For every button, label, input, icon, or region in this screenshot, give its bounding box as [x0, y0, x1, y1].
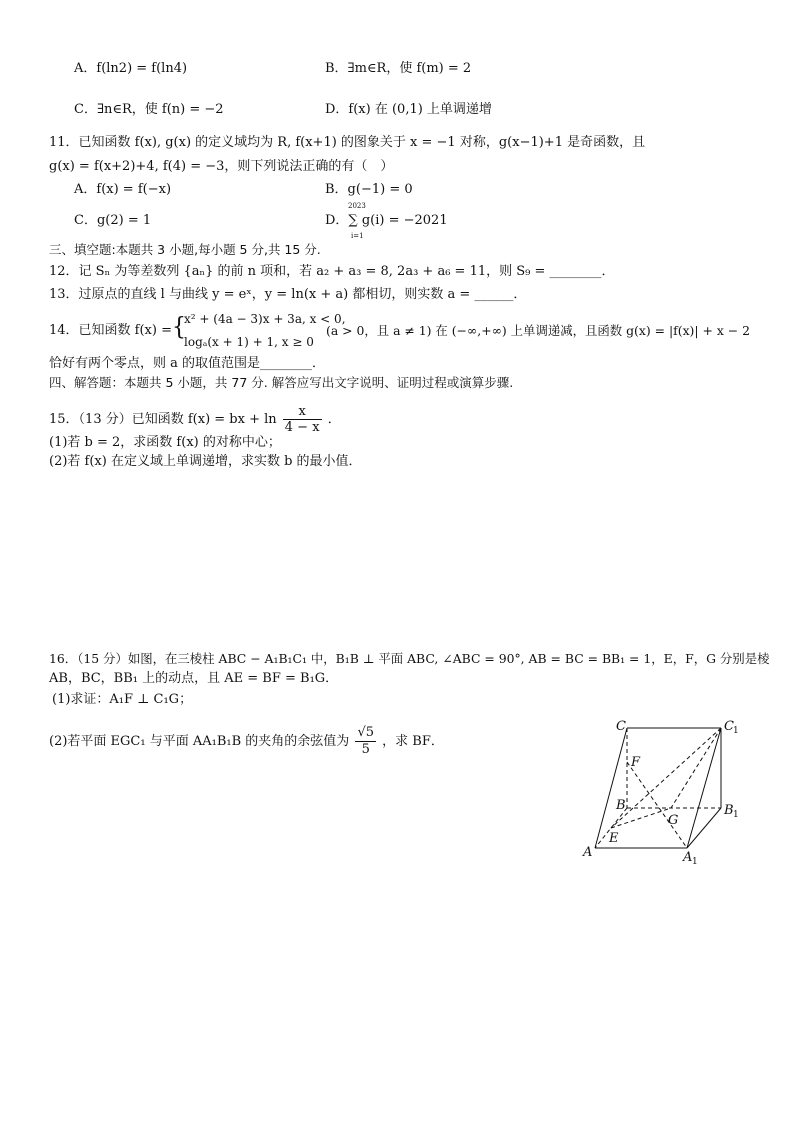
q16-stem-line2: AB，BC，BB₁ 上的动点，且 AE = BF = B₁G． [49, 671, 339, 686]
prism-figure [575, 712, 755, 872]
label-g: G [668, 813, 679, 828]
q15-fraction-numerator: x [283, 404, 322, 420]
label-c1: C [724, 719, 734, 734]
q15-part2: (2)若 f(x) 在定义域上单调递增，求实数 b 的最小值． [49, 454, 362, 469]
label-f: F [631, 755, 641, 770]
label-a1: A [683, 850, 693, 865]
q14-case2: logₐ(x + 1) + 1, x ≥ 0 [184, 335, 314, 349]
edge-a1-b1 [687, 808, 721, 848]
label-a: A [583, 845, 593, 860]
q15-suffix: ． [327, 412, 341, 427]
q15-prefix: 15．（13 分）已知函数 f(x) = bx + ln [49, 412, 277, 427]
q16-part1: (1)求证：A₁F ⊥ C₁G； [52, 692, 193, 707]
q13-text: 13．过原点的直线 l 与曲线 y = eˣ，y = ln(x + a) 都相切，则实数 a = ______． [49, 287, 527, 302]
q16-fraction [355, 725, 376, 758]
edge-c-a [595, 728, 627, 848]
q15-part1: (1)若 b = 2，求函数 f(x) 的对称中心； [49, 435, 281, 450]
q16-fraction-numerator: √5 [357, 725, 374, 740]
q14-line2: 恰好有两个零点，则 a 的取值范围是________． [49, 356, 326, 371]
q14-prefix: 14．已知函数 f(x) = [49, 323, 172, 338]
edge-c1-a1 [687, 728, 721, 848]
q14-suffix: (a > 0，且 a ≠ 1) 在 (−∞,+∞) 上单调递减，且函数 g(x) = |f(x)| + x − 2 [326, 323, 750, 338]
q11-option-a: A．f(x) = f(−x) [74, 182, 172, 197]
q11-option-c: C．g(2) = 1 [74, 213, 152, 228]
q16-fraction-denominator: 5 [361, 742, 370, 757]
sum-lower-limit: i=1 [351, 232, 364, 240]
piecewise-brace: { [172, 313, 186, 342]
q11-stem-line1: 11．已知函数 f(x), g(x) 的定义域均为 R, f(x+1) 的图象关于 x = −1 对称，g(x−1)+1 是奇函数，且 [49, 135, 646, 150]
q11-option-d-text: D．∑ g(i) = −2021 [325, 213, 448, 228]
q16-part2-suffix: ，求 BF． [382, 734, 444, 749]
q11-option-d [325, 212, 448, 230]
q10-option-b: B．∃m∈R，使 f(m) = 2 [325, 61, 472, 76]
q15-fraction-denominator: 4 − x [284, 420, 320, 435]
label-c: C [616, 719, 626, 734]
q16-part2 [49, 725, 444, 758]
q11-option-b: B．g(−1) = 0 [325, 182, 413, 197]
section-fill-in-heading: 三、填空题:本题共 3 小题,每小题 5 分,共 15 分. [49, 242, 321, 257]
label-e: E [609, 831, 619, 846]
sum-upper-limit: 2023 [348, 202, 366, 210]
q15-stem [49, 404, 341, 435]
section-solution-heading: 四、解答题：本题共 5 小题，共 77 分. 解答应写出文字说明、证明过程或演算步骤. [49, 375, 514, 390]
label-a1-sub: 1 [692, 857, 698, 867]
q15-fraction [283, 404, 322, 435]
q10-option-d: D．f(x) 在 (0,1) 上单调递增 [325, 102, 492, 117]
q11-stem-line2: g(x) = f(x+2)+4, f(4) = −3，则下列说法正确的有（ ） [49, 159, 394, 174]
label-b1-sub: 1 [733, 810, 739, 820]
q14-case1: x² + (4a − 3)x + 3a, x < 0, [184, 312, 346, 326]
label-c1-sub: 1 [733, 726, 739, 736]
q12-text: 12．记 Sₙ 为等差数列 {aₙ} 的前 n 项和，若 a₂ + a₃ = 8, 2a₃ + a₆ = 11，则 S₉ = ________． [49, 264, 615, 279]
label-b1: B [724, 803, 734, 818]
q16-part2-prefix: (2)若平面 EGC₁ 与平面 AA₁B₁B 的夹角的余弦值为 [49, 734, 350, 749]
segment-c1-g [671, 728, 721, 808]
label-b: B [616, 798, 626, 813]
q16-stem-line1: 16．（15 分）如图，在三棱柱 ABC − A₁B₁C₁ 中，B₁B ⊥ 平面 ABC, ∠ABC = 90°, AB = BC = BB₁ = 1，E，F，G 分别是棱 [49, 651, 770, 666]
q10-option-c: C．∃n∈R，使 f(n) = −2 [74, 102, 224, 117]
q10-option-a: A．f(ln2) = f(ln4) [74, 61, 188, 76]
